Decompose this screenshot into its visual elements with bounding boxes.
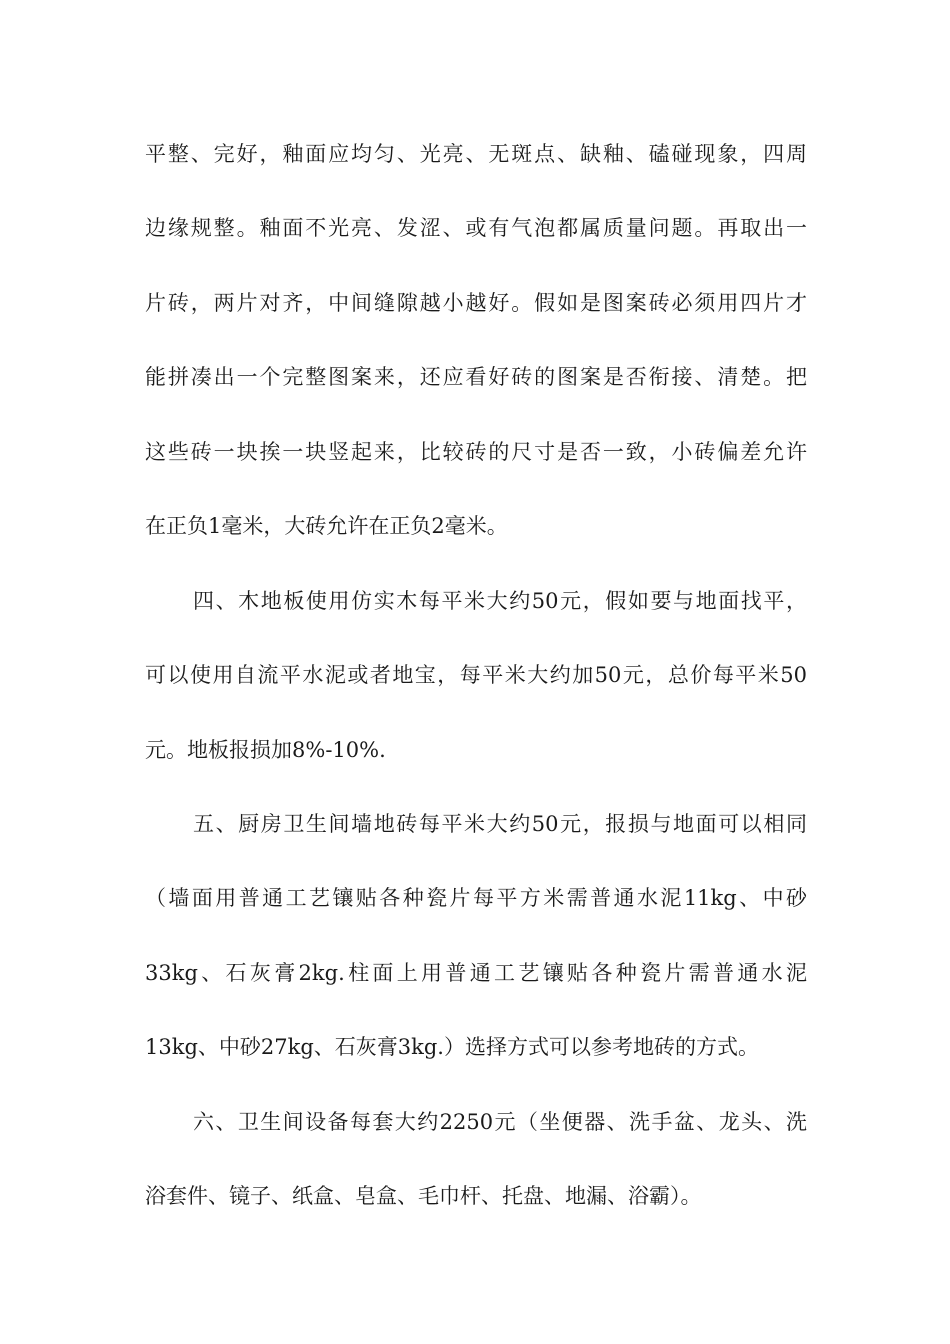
paragraph-line: 平整、完好，釉面应均匀、光亮、无斑点、缺釉、磕碰现象，四周 (145, 142, 807, 166)
paragraph-line: 在正负1毫米，大砖允许在正负2毫米。 (145, 514, 508, 538)
section-6-first-line: 六、卫生间设备每套大约2250元（坐便器、洗手盆、龙头、洗 (193, 1110, 807, 1134)
paragraph-line: （墙面用普通工艺镶贴各种瓷片每平方米需普通水泥11kg、中砂 (145, 886, 807, 910)
paragraph-line: 片砖，两片对齐，中间缝隙越小越好。假如是图案砖必须用四片才 (145, 291, 807, 315)
paragraph-line: 33kg、石灰膏2kg.柱面上用普通工艺镶贴各种瓷片需普通水泥 (145, 961, 807, 985)
paragraph-line: 这些砖一块挨一块竖起来，比较砖的尺寸是否一致，小砖偏差允许 (145, 440, 807, 464)
section-4-first-line: 四、木地板使用仿实木每平米大约50元，假如要与地面找平， (193, 589, 807, 613)
paragraph-line: 边缘规整。釉面不光亮、发涩、或有气泡都属质量问题。再取出一 (145, 216, 807, 240)
paragraph-line: 浴套件、镜子、纸盒、皂盒、毛巾杆、托盘、地漏、浴霸）。 (145, 1184, 702, 1208)
paragraph-line: 元。地板报损加8%-10%. (145, 738, 386, 762)
paragraph-line: 能拼凑出一个完整图案来，还应看好砖的图案是否衔接、清楚。把 (145, 365, 807, 389)
section-5-first-line: 五、厨房卫生间墙地砖每平米大约50元，报损与地面可以相同 (193, 812, 807, 836)
paragraph-line: 13kg、中砂27kg、石灰膏3kg.）选择方式可以参考地砖的方式。 (145, 1035, 759, 1059)
paragraph-line: 可以使用自流平水泥或者地宝，每平米大约加50元，总价每平米50 (145, 663, 807, 687)
